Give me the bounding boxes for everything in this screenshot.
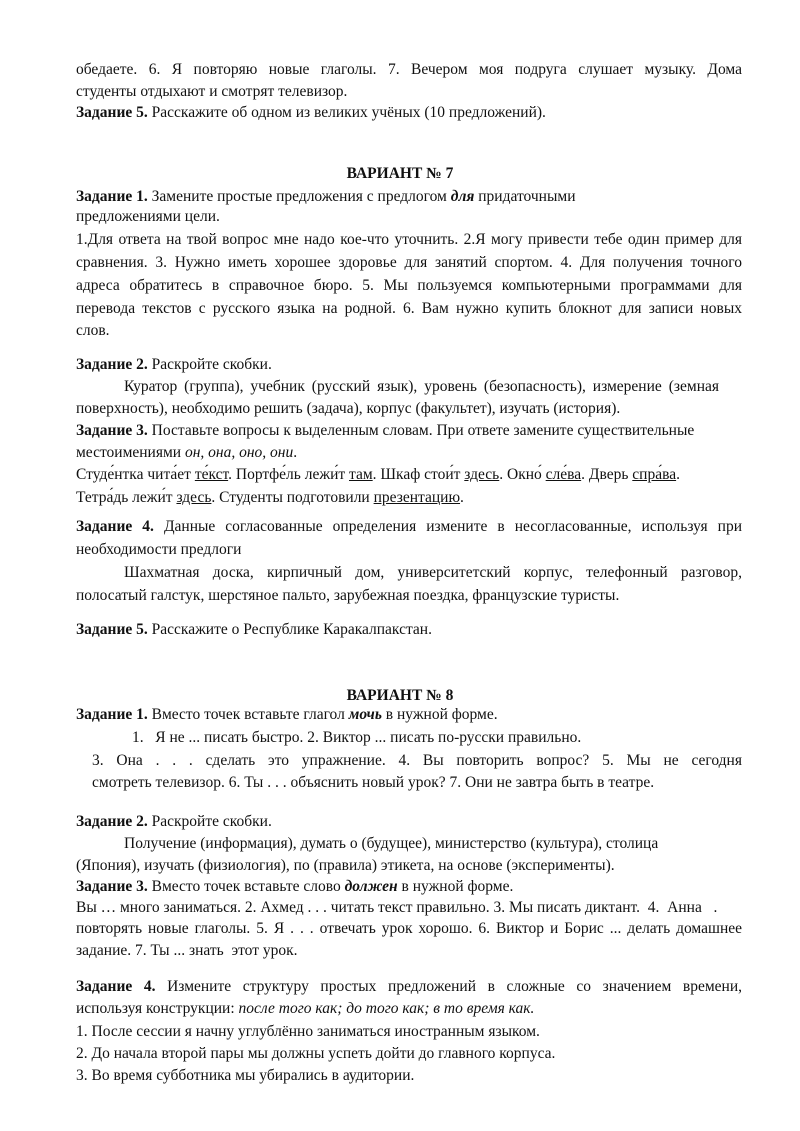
task-text: Данные согласованные определения измените в несогласованные, используя при [153, 518, 742, 535]
text: . Шкаф стои́т [372, 466, 465, 483]
task-line [76, 186, 576, 208]
task-text: Измените структуру простых предложений в сложные со значением времени, [155, 978, 742, 995]
task-text: придаточными [474, 188, 576, 205]
task-label: Задание 4. [76, 518, 154, 535]
task-text: в нужной форме. [381, 706, 498, 723]
task-line [76, 420, 694, 442]
task-text: Расскажите о Республике Каракалпакстан. [147, 621, 432, 638]
task-line [76, 976, 742, 998]
task-line [76, 704, 498, 726]
task-text: Вместо точек вставьте слово [147, 878, 345, 895]
text-line: Куратор (группа), учебник (русский язык), уровень (безопасность), измерение (земная [124, 378, 719, 395]
task-label: Задание 5. [76, 621, 148, 638]
text: Студе́нтка чита́ет [76, 466, 195, 483]
text-line [76, 464, 680, 486]
text-line: 3. Она . . . сделать это упражнение. 4. Вы повторить вопрос? 5. Мы не сегодня [92, 752, 742, 769]
text-line: предложениями цели. [76, 208, 220, 225]
underlined-word: спра́ва [632, 466, 677, 483]
text-line: обедаете. 6. Я повторяю новые глаголы. 7. Вечером моя подруга слушает музыку. Дома [76, 61, 742, 78]
underlined-word: те́кст [194, 466, 229, 483]
text: . Окно́ [499, 466, 546, 483]
text: местоимениями [76, 444, 185, 461]
task-text: Замените простые предложения с предлогом [147, 188, 451, 205]
task-text: Раскройте скобки. [147, 813, 272, 830]
constructions: после того как; до того как; в то время как. [238, 1000, 535, 1017]
text-line [76, 442, 297, 464]
text-line [76, 487, 464, 509]
variant-heading: ВАРИАНТ № 8 [346, 687, 454, 704]
task-label: Задание 5. [76, 104, 148, 121]
text-line: Шахматная доска, кирпичный дом, университетский корпус, телефонный разговор, [124, 564, 742, 581]
task-line [76, 619, 432, 641]
task-label: Задание 1. [76, 706, 148, 723]
underlined-word: здесь [464, 466, 500, 483]
text-line: 1. Я не ... писать быстро. 2. Виктор ... писать по-русски правильно. [132, 729, 582, 746]
text: . [293, 444, 298, 461]
text-line: адреса обратитесь в справочное бюро. 5. Мы пользуемся компьютерными программами для [76, 277, 742, 294]
text-line: 2. До начала второй пары мы должны успеть дойти до главного корпуса. [76, 1045, 556, 1062]
text-line: смотреть телевизор. 6. Ты . . . объяснить новый урок? 7. Они не завтра быть в театре. [92, 774, 655, 791]
text-line: слов. [76, 322, 110, 339]
task-line [76, 102, 546, 124]
task-label: Задание 2. [76, 813, 148, 830]
text-line: полосатый галстук, шерстяное пальто, зарубежная поездка, французские туристы. [76, 587, 620, 604]
underlined-word: здесь [176, 489, 212, 506]
text: Тетра́дь лежи́т [76, 489, 177, 506]
keyword: мочь [348, 706, 382, 723]
pronouns: он, она, оно, они [184, 444, 294, 461]
task-label: Задание 4. [76, 978, 156, 995]
underlined-word: там [349, 466, 373, 483]
text-line: Получение (информация), думать о (будущее), министерство (культура), столица [124, 835, 659, 852]
task-label: Задание 3. [76, 878, 148, 895]
text-line: (Япония), изучать (физиология), по (правила) этикета, на основе (эксперименты). [76, 857, 615, 874]
task-line [76, 516, 742, 538]
text-line: задание. 7. Ты ... знать этот урок. [76, 942, 298, 959]
task-text: Поставьте вопросы к выделенным словам. При ответе замените существительные [147, 422, 695, 439]
task-label: Задание 2. [76, 356, 148, 373]
text-line: 1.Для ответа на твой вопрос мне надо кое-что уточнить. 2.Я могу привести тебе один пример для [76, 231, 742, 248]
text-line: Вы … много заниматься. 2. Ахмед . . . читать текст правильно. 3. Мы писать диктант. 4. Анна . [76, 899, 718, 916]
text: . [676, 466, 680, 483]
text: . [460, 489, 464, 506]
text-line: перевода текстов с русского языка на родной. 6. Вам нужно купить блокнот для записи новых [76, 300, 742, 317]
text: . Дверь [581, 466, 633, 483]
variant-heading: ВАРИАНТ № 7 [346, 165, 454, 182]
underlined-word: сле́ва [545, 466, 582, 483]
text: . Студенты подготовили [211, 489, 374, 506]
keyword: должен [344, 878, 398, 895]
task-line [76, 876, 513, 898]
task-line [76, 354, 272, 376]
text: используя конструкции: [76, 1000, 239, 1017]
text-line: 1. После сессии я начну углублённо заниматься иностранным языком. [76, 1023, 540, 1040]
text-line [76, 998, 534, 1020]
task-label: Задание 3. [76, 422, 148, 439]
text-line: необходимости предлоги [76, 541, 242, 558]
keyword: для [450, 188, 475, 205]
text-line: 3. Во время субботника мы убирались в аудитории. [76, 1067, 415, 1084]
task-line [76, 811, 272, 833]
task-text: Раскройте скобки. [147, 356, 272, 373]
task-text: Расскажите об одном из великих учёных (10 предложений). [147, 104, 546, 121]
text-line: поверхность), необходимо решить (задача), корпус (факультет), изучать (история). [76, 400, 621, 417]
task-text: Вместо точек вставьте глагол [147, 706, 349, 723]
task-text: в нужной форме. [397, 878, 514, 895]
text-line: сравнения. 3. Нужно иметь хорошее здоровье для занятий спортом. 4. Для получения точного [76, 254, 742, 271]
underlined-word: презентацию [373, 489, 461, 506]
text: . Портфе́ль лежи́т [228, 466, 350, 483]
text-line: повторять новые глаголы. 5. Я . . . отвечать урок хорошо. 6. Виктор и Борис ... делать домашнее [76, 920, 742, 937]
text-line: студенты отдыхают и смотрят телевизор. [76, 83, 348, 100]
task-label: Задание 1. [76, 188, 148, 205]
